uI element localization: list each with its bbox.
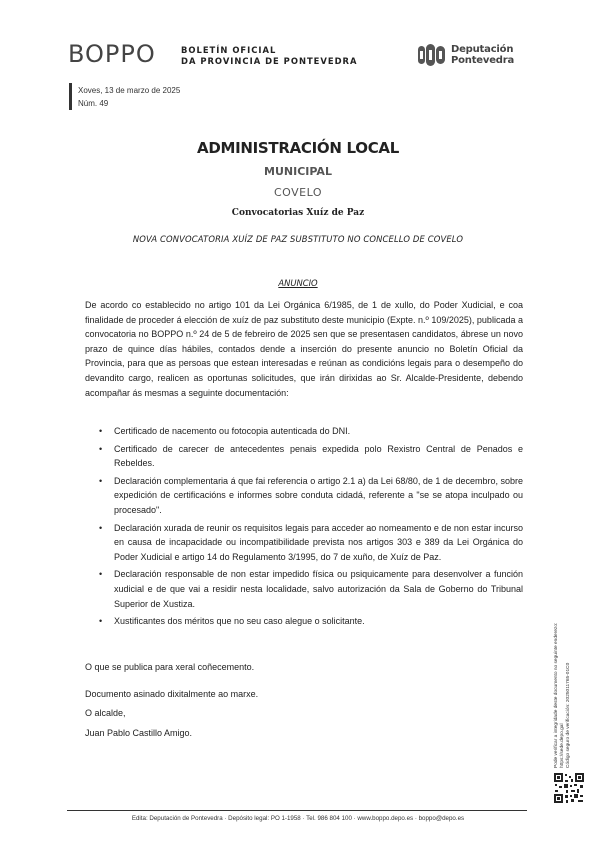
closing-name: Juan Pablo Castillo Amigo. xyxy=(85,727,193,738)
bullet-icon: • xyxy=(99,443,103,454)
footer-divider xyxy=(67,810,527,811)
bullet-icon: • xyxy=(99,475,103,486)
list-item-text: Declaración complementaria á que fai referencia o artigo 2.1 a) da Lei 68/80, de 1 de decembro, sobre expedición de certificacións e informes sobre conduta cidadá, referente a "se se atopa inculpado ou procesado". xyxy=(114,475,523,515)
deputacion-logo-icon xyxy=(417,42,447,68)
list-item xyxy=(99,474,523,518)
qr-code-icon xyxy=(553,772,585,804)
issue-info xyxy=(78,84,180,110)
document-list xyxy=(99,424,523,632)
verification-url[interactable]: https://sede.depo.gal xyxy=(560,723,565,768)
list-item xyxy=(99,567,523,611)
subsection-title: MUNICIPAL xyxy=(264,165,332,178)
body-paragraph xyxy=(85,298,523,400)
closing-block xyxy=(85,660,258,745)
body-paragraph-text: De acordo co establecido no artigo 101 da Lei Orgánica 6/1985, de 1 de xullo, do Poder Xudicial, e coa finalidade de proceder á elección de xuíz de paz substituto deste municipio (Expte. n.º 109/2025), publicada a convocatoria no BOPPO n.º 24 de 5 de febreiro de 2025 sen que se presentasen candidatos, ábrese un novo prazo de quince días hábiles, contados dende a inserción do presente anuncio no Boletín Oficial da Provincia, para que as persoas que estean interesadas e reúnan as condicións legais para o desempeño do devandito cargo, realicen as oportunas solicitudes, que irán dirixidas ao Sr. Alcalde-Presidente, debendo acompañar ás mesmas a seguinte documentación: xyxy=(85,300,523,398)
list-item-text: Declaración responsable de non estar impedido física ou psiquicamente para desenvolver a función xudicial e de que vai a residir nesta localidade, salvo autorización da Sala de Goberno do Tribunal Superior de Xustiza. xyxy=(114,569,523,609)
list-item-text: Certificado de carecer de antecedentes penais expedida polo Rexistro Central de Penados e Rebeldes. xyxy=(114,443,523,469)
verification-line-1: Pode verificar a integridade deste documento no seguinte enderezo: xyxy=(554,622,559,768)
issue-number: Núm. 49 xyxy=(78,99,109,108)
verification-text xyxy=(554,568,572,768)
issue-date: Xoves, 13 de marzo de 2025 xyxy=(78,86,181,95)
boletin-line-2: DA PROVINCIA DE PONTEVEDRA xyxy=(181,56,358,66)
verification-code: Código seguro de verificación: 2025011765-01C0 xyxy=(566,662,571,768)
closing-public: O que se publica para xeral coñecemento. xyxy=(85,662,255,672)
list-item xyxy=(99,442,523,471)
list-item-text: Declaración xurada de reunir os requisitos legais para acceder ao nomeamento e de non estar incurso en causa de incapacidade ou incompatibilidade prevista nos artigos 303 e 389 da Lei Orgánica do Poder Xudicial e artigo 14 do Regulamento 3/1995, do 7 de xuño, de Xuíz de Paz. xyxy=(114,522,523,562)
anuncio-heading: ANUNCIO xyxy=(278,278,318,288)
deputacion-name xyxy=(451,44,514,66)
footer-text: Edita: Deputación de Pontevedra · Depósito legal: PO 1-1958 · Tel. 986 804 100 · www.boppo.depo.es · boppo@depo.es xyxy=(131,815,465,822)
list-item-text: Xustificantes dos méritos que no seu caso alegue o solicitante. xyxy=(114,616,365,627)
list-item xyxy=(99,521,523,565)
list-item xyxy=(99,614,523,629)
category-title: Convocatorias Xuíz de Paz xyxy=(231,208,365,218)
section-title: ADMINISTRACIÓN LOCAL xyxy=(197,139,399,157)
boletin-title xyxy=(181,45,357,67)
bullet-icon: • xyxy=(99,522,103,533)
bullet-icon: • xyxy=(99,616,103,627)
bullet-icon: • xyxy=(99,426,103,436)
list-item xyxy=(99,424,523,439)
bullet-icon: • xyxy=(99,569,103,580)
headline: NOVA CONVOCATORIA XUÍZ DE PAZ SUBSTITUTO NO CONCELLO DE COVELO xyxy=(132,234,464,244)
deputacion-line-1: Deputación xyxy=(451,44,514,55)
municipality-title: COVELO xyxy=(273,186,322,199)
boppo-logo: BOPPO xyxy=(68,40,156,68)
boletin-line-1: BOLETÍN OFICIAL xyxy=(181,45,277,55)
deputacion-line-2: Pontevedra xyxy=(451,55,515,66)
closing-role: O alcalde, xyxy=(85,708,126,719)
closing-signed: Documento asinado dixitalmente ao marxe. xyxy=(85,688,259,699)
list-item-text: Certificado de nacemento ou fotocopia autenticada do DNI. xyxy=(114,426,351,436)
date-bar xyxy=(69,83,72,110)
